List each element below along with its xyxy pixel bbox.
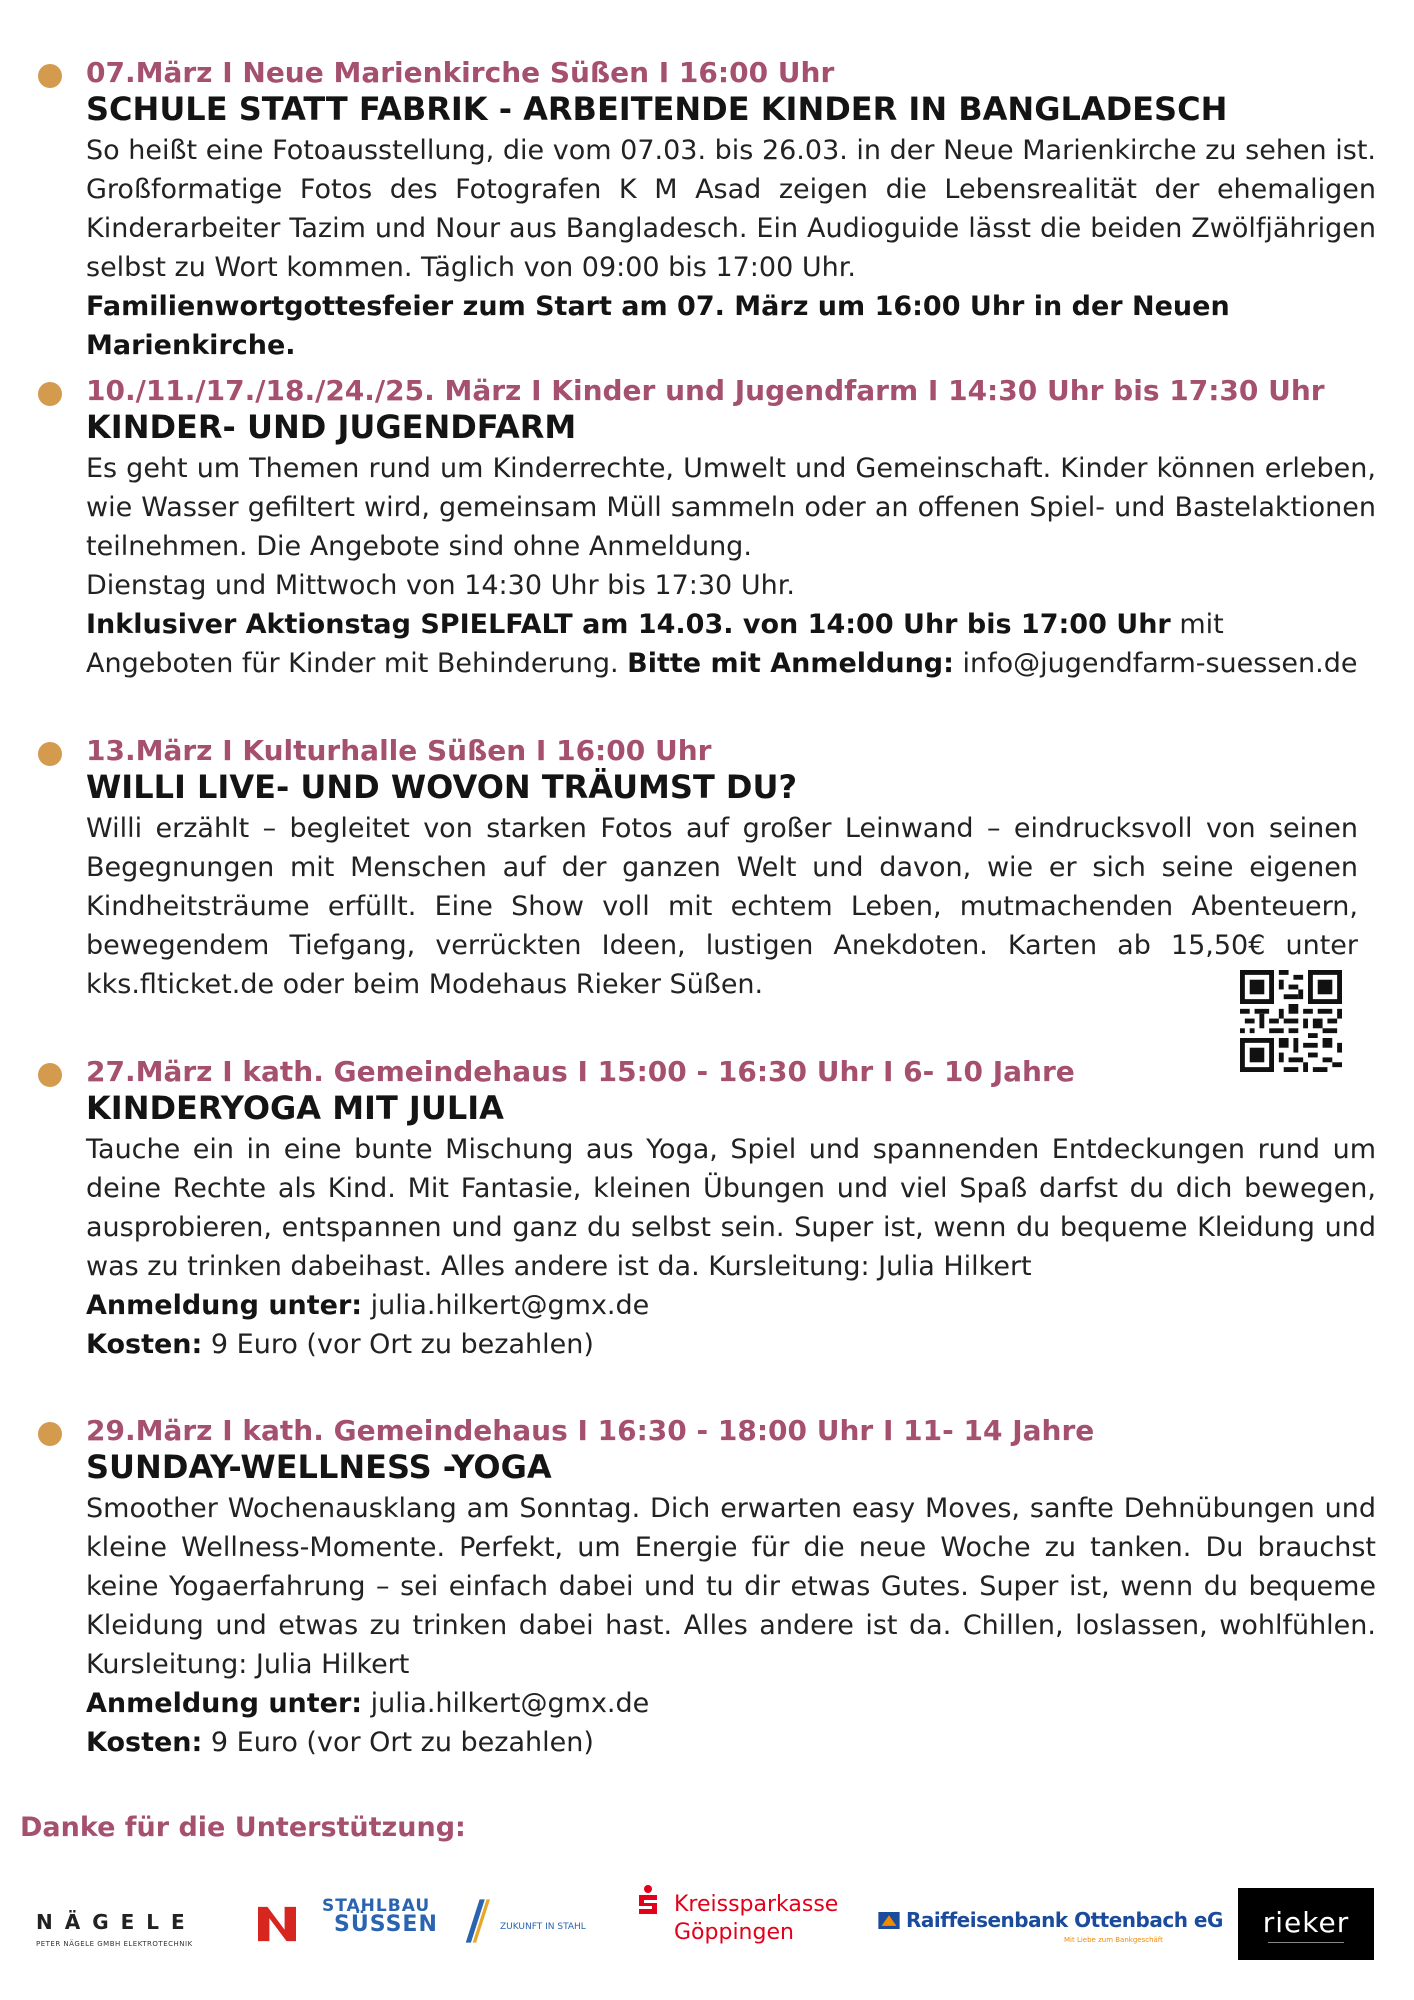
event-date-line: 13.März I Kulturhalle Süßen I 16:00 Uhr	[86, 734, 712, 767]
cost-value: 9 Euro (vor Ort zu bezahlen)	[202, 1329, 594, 1360]
registration-email[interactable]: julia.hilkert@gmx.de	[362, 1290, 650, 1321]
stahlbau-line2: SÜSSEN	[334, 1912, 438, 1937]
event-body	[86, 1130, 1376, 1364]
raiffeisen-icon	[878, 1912, 900, 1929]
stahlbau-tagline: ZUKUNFT IN STAHL	[500, 1922, 586, 1932]
event-description: So heißt eine Fotoausstellung, die vom 07.03. bis 26.03. in der Neue Marienkirche zu sehen ist. Großformatige Fotos des Fotografen K M Asad zeigen die Lebensrealität der ehemaligen Kinderarbeiter Tazim und Nour aus Bangladesch. Ein Audioguide lässt die beiden Zwölfjährigen selbst zu Wort kommen. Täglich von 09:00 bis 17:00 Uhr.	[86, 135, 1376, 283]
event-title: WILLI LIVE- UND WOVON TRÄUMST DU?	[86, 768, 798, 806]
sponsor-naegele-logo	[36, 1906, 296, 1956]
rieker-underline	[1268, 1942, 1344, 1943]
bullet-icon	[38, 382, 62, 406]
stahlbau-line1: STAHLBAU	[322, 1896, 431, 1916]
sponsor-raiffeisenbank-logo	[878, 1908, 1223, 1952]
event-description: Es geht um Themen rund um Kinderrechte, Umwelt und Gemeinschaft. Kinder können erleben, wie Wasser gefiltert wird, gemeinsam Müll sammeln oder an offenen Spiel- und Bastelaktionen teilnehmen. Die Angebote sind ohne Anmeldung.	[86, 453, 1376, 562]
registration-email[interactable]: julia.hilkert@gmx.de	[362, 1688, 650, 1719]
event-date-line: 10./11./17./18./24./25. März I Kinder und Jugendfarm I 14:30 Uhr bis 17:30 Uhr	[86, 374, 1325, 407]
bullet-icon	[38, 64, 62, 88]
cost-label: Kosten:	[86, 1727, 203, 1758]
stahlbau-slash-icon	[464, 1898, 490, 1944]
event-title: KINDERYOGA MIT JULIA	[86, 1089, 504, 1127]
bullet-icon	[38, 1063, 62, 1087]
thanks-heading: Danke für die Unterstützung:	[20, 1812, 466, 1843]
event-schedule: Dienstag und Mittwoch von 14:30 Uhr bis 17:30 Uhr.	[86, 570, 795, 601]
sponsor-stahlbau-logo	[322, 1896, 612, 1952]
event-date-line: 29.März I kath. Gemeindehaus I 16:30 - 18:00 Uhr I 11- 14 Jahre	[86, 1414, 1095, 1447]
event-description: Tauche ein in eine bunte Mischung aus Yoga, Spiel und spannenden Entdeckungen rund um deine Rechte als Kind. Mit Fantasie, kleinen Übungen und viel Spaß darfst du dich bewegen, ausprobieren, entspannen und ganz du selbst sein. Super ist, wenn du bequeme Kleidung und was zu trinken dabeihast. Alles andere ist da. Kursleitung: Julia Hilkert	[86, 1134, 1376, 1282]
event-body	[86, 1489, 1376, 1762]
event-2	[86, 375, 1376, 683]
event-title: SUNDAY-WELLNESS -YOGA	[86, 1448, 552, 1486]
event-body	[86, 449, 1376, 683]
event-date-line: 07.März I Neue Marienkirche Süßen I 16:00 Uhr	[86, 56, 835, 89]
naegele-name: NÄGELE	[36, 1910, 197, 1934]
event-1	[86, 57, 1376, 365]
event-highlight: Familienwortgottesfeier zum Start am 07. März um 16:00 Uhr in der Neuen Marienkirche.	[86, 291, 1230, 361]
event-title: SCHULE STATT FABRIK - ARBEITENDE KINDER IN BANGLADESCH	[86, 90, 1228, 128]
event-5	[86, 1415, 1376, 1762]
event-3	[86, 735, 1358, 1004]
raiffeisen-name: Raiffeisenbank Ottenbach eG	[906, 1908, 1223, 1932]
event-description: Smoother Wochenausklang am Sonntag. Dich erwarten easy Moves, sanfte Dehnübungen und kleine Wellness-Momente. Perfekt, um Energie für die neue Woche zu tanken. Du brauchst keine Yogaerfahrung – sei einfach dabei und tu dir etwas Gutes. Super ist, wenn du bequeme Kleidung und etwas zu trinken dabei hast. Alles andere ist da. Chillen, loslassen, wohlfühlen. Kursleitung: Julia Hilkert	[86, 1493, 1376, 1680]
sparkasse-s-icon	[636, 1884, 660, 1916]
registration-label: Bitte mit Anmeldung:	[627, 648, 954, 679]
event-4	[86, 1056, 1376, 1364]
event-body	[86, 809, 1358, 1004]
rieker-name: rieker	[1262, 1906, 1350, 1939]
naegele-n-icon	[258, 1906, 296, 1942]
registration-email[interactable]: info@jugendfarm-suessen.de	[953, 648, 1358, 679]
bullet-icon	[38, 742, 62, 766]
registration-label: Anmeldung unter:	[86, 1688, 363, 1719]
event-date-line: 27.März I kath. Gemeindehaus I 15:00 - 16:30 Uhr I 6- 10 Jahre	[86, 1055, 1075, 1088]
event-note: mit Angeboten für Kinder mit Behinderung.	[86, 609, 1224, 679]
cost-value: 9 Euro (vor Ort zu bezahlen)	[202, 1727, 594, 1758]
bullet-icon	[38, 1422, 62, 1446]
event-body	[86, 131, 1376, 365]
event-highlight: Inklusiver Aktionstag SPIELFALT am 14.03. von 14:00 Uhr bis 17:00 Uhr	[86, 609, 1171, 640]
naegele-subtitle: PETER NÄGELE GMBH ELEKTROTECHNIK	[36, 1940, 193, 1948]
event-description: Willi erzählt – begleitet von starken Fotos auf großer Leinwand – eindrucksvoll von seinen Begegnungen mit Menschen auf der ganzen Welt und davon, wie er sich seine eigenen Kindheitsträume erfüllt. Eine Show voll mit echtem Leben, mutmachenden Abenteuern, bewegendem Tiefgang, verrückten Ideen, lustigen Anekdoten. Karten ab 15,50€ unter kks.flticket.de oder beim Modehaus Rieker Süßen.	[86, 813, 1358, 1000]
cost-label: Kosten:	[86, 1329, 203, 1360]
registration-label: Anmeldung unter:	[86, 1290, 363, 1321]
raiffeisen-tagline: Mit Liebe zum Bankgeschäft	[1064, 1936, 1163, 1944]
kreissparkasse-line2: Göppingen	[674, 1920, 794, 1945]
sponsor-rieker-logo	[1238, 1888, 1374, 1960]
sponsor-kreissparkasse-logo	[636, 1882, 846, 1952]
event-title: KINDER- UND JUGENDFARM	[86, 408, 577, 446]
kreissparkasse-line1: Kreissparkasse	[674, 1892, 839, 1917]
